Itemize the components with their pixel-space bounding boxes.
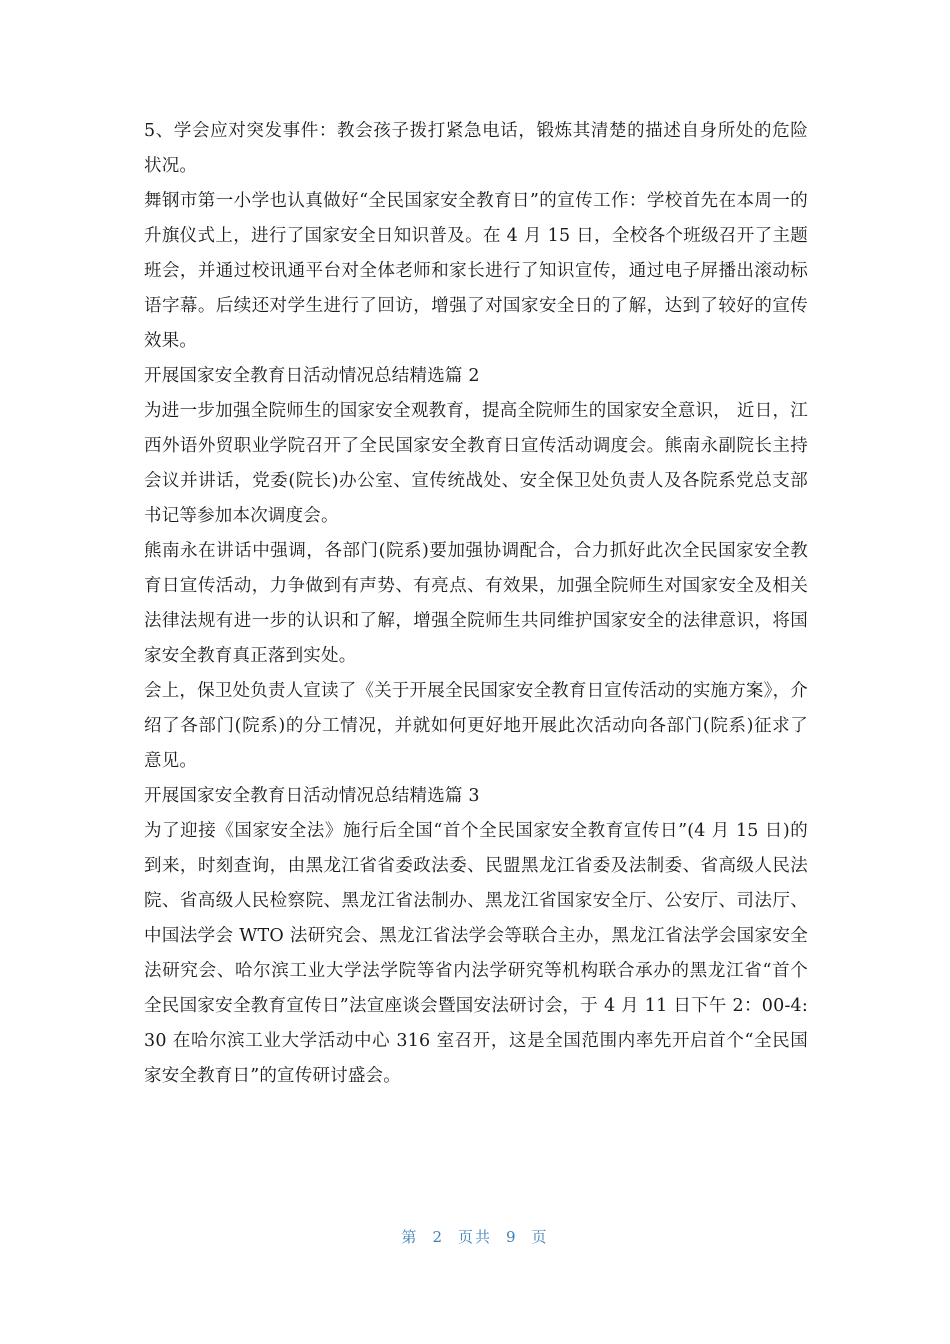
paragraph-emergency-response: 5、学会应对突发事件：教会孩子拨打紧急电话，锻炼其清楚的描述自身所处的危险状况。 — [144, 121, 808, 176]
footer-total-pages: 9 — [506, 1228, 518, 1246]
document-body — [144, 114, 808, 1094]
section-heading-3: 开展国家安全教育日活动情况总结精选篇 3 — [144, 786, 480, 806]
footer-mid: 页共 — [457, 1228, 492, 1246]
paragraph-heilongjiang-forum: 为了迎接《国家安全法》施行后全国“首个全民国家安全教育宣传日”(4 月 15 日)的到来，时刻查询，由黑龙江省省委政法委、民盟黑龙江省委及法制委、省高级人民法院、省高级人民检察院、黑龙江省法制办、黑龙江省国家安全厅、公安厅、司法厅、中国法学会 WTO 法研究会、黑龙江省法学会等联合主办，黑龙江省法学会国家安全法研究会、哈尔滨工业大学法学院等省内法学研究等机构联合承办的黑龙江省“首个全民国家安全教育宣传日”法宣座谈会暨国安法研讨会，于 4 月 11 日下午 2：00-4:30 在哈尔滨工业大学活动中心 316 室召开，这是全国范围内率先开启首个“全民国家安全教育日”的宣传研讨盛会。 — [144, 821, 808, 1086]
paragraph-security-plan: 会上，保卫处负责人宣读了《关于开展全民国家安全教育日宣传活动的实施方案》，介绍了各部门(院系)的分工情况，并就如何更好地开展此次活动向各部门(院系)征求了意见。 — [144, 681, 808, 771]
page-footer — [0, 1226, 950, 1247]
section-heading-2: 开展国家安全教育日活动情况总结精选篇 2 — [144, 366, 480, 386]
footer-suffix: 页 — [531, 1228, 549, 1246]
footer-current-page: 2 — [432, 1228, 444, 1246]
paragraph-wugang-school: 舞钢市第一小学也认真做好“全民国家安全教育日”的宣传工作：学校首先在本周一的升旗仪式上，进行了国家安全日知识普及。在 4 月 15 日，全校各个班级召开了主题班会，并通过校讯通平台对全体老师和家长进行了知识宣传，通过电子屏播出滚动标语字幕。后续还对学生进行了回访，增强了对国家安全日的了解，达到了较好的宣传效果。 — [144, 191, 808, 351]
paragraph-xiong-speech: 熊南永在讲话中强调，各部门(院系)要加强协调配合，合力抓好此次全民国家安全教育日宣传活动，力争做到有声势、有亮点、有效果，加强全院师生对国家安全及相关法律法规有进一步的认识和了解，增强全院师生共同维护国家安全的法律意识，将国家安全教育真正落到实处。 — [144, 541, 808, 666]
paragraph-jiangxi-meeting: 为进一步加强全院师生的国家安全观教育，提高全院师生的国家安全意识， 近日，江西外语外贸职业学院召开了全民国家安全教育日宣传活动调度会。熊南永副院长主持会议并讲话，党委(院长)办公室、宣传统战处、安全保卫处负责人及各院系党总支部书记等参加本次调度会。 — [144, 401, 808, 526]
footer-prefix: 第 — [401, 1228, 419, 1246]
